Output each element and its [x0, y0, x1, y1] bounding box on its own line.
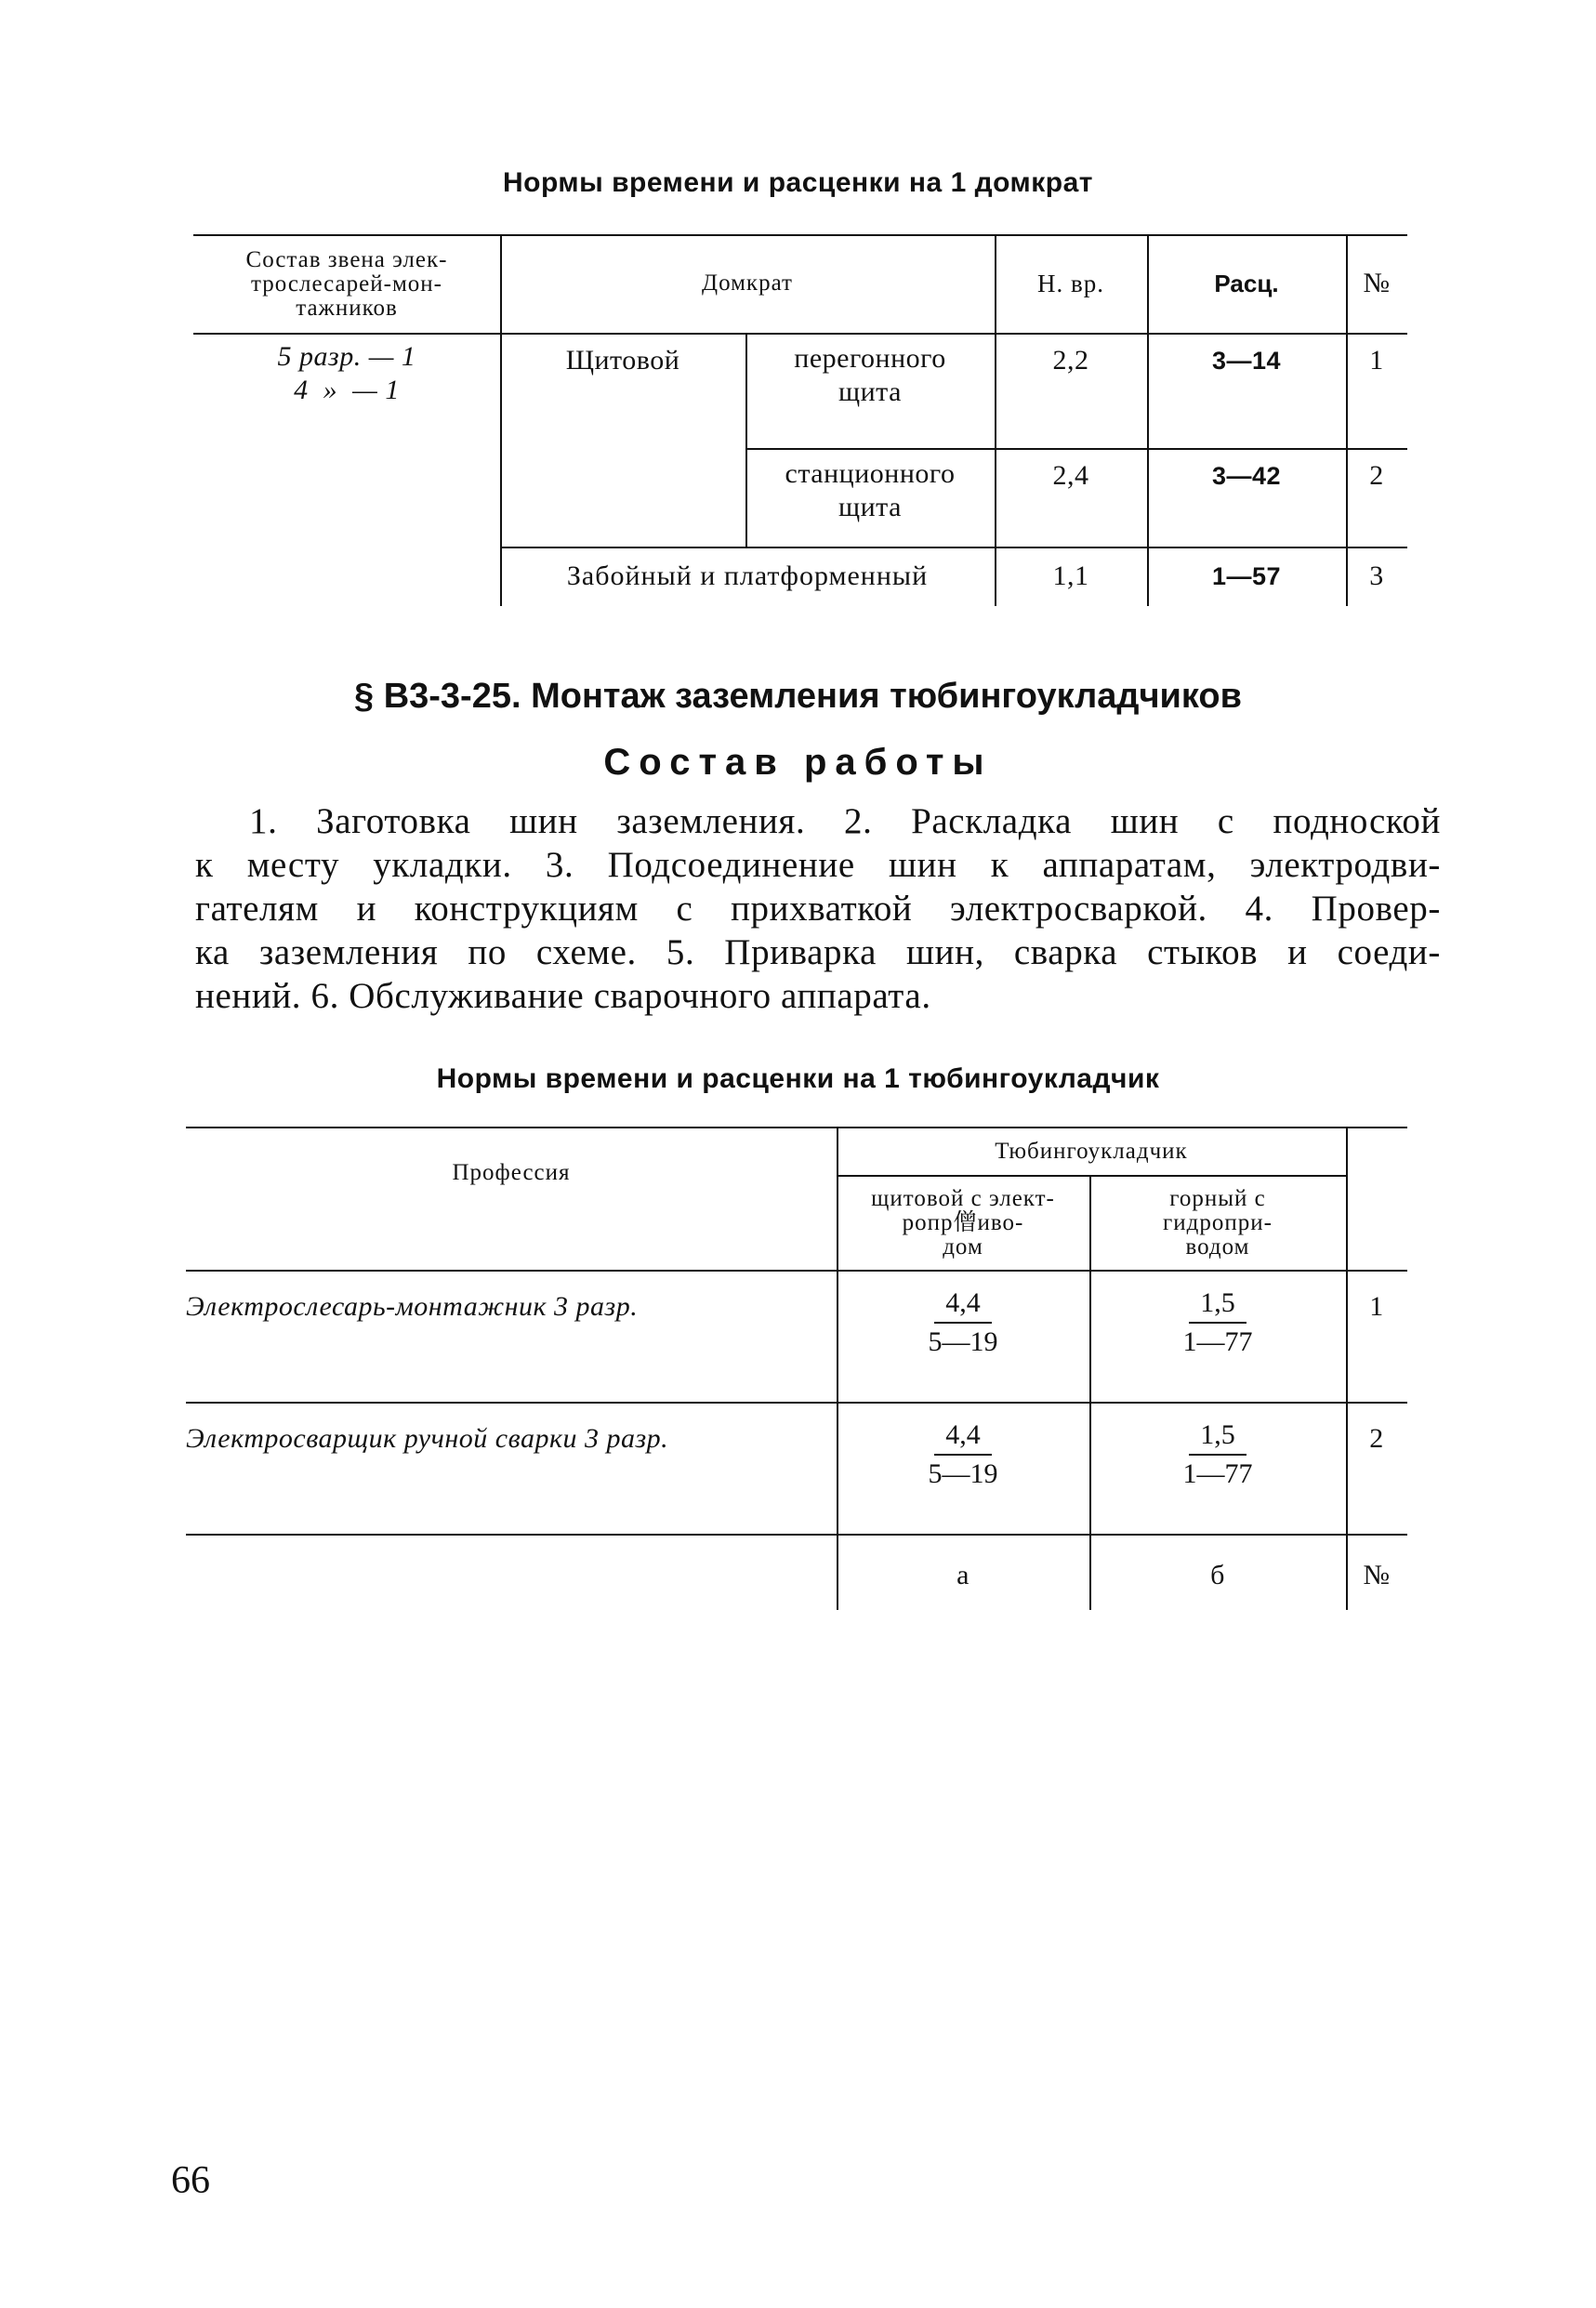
- table2: [186, 1127, 1407, 1610]
- rate-cell: 3—42: [1211, 462, 1282, 490]
- work-composition-paragraph: [195, 799, 1441, 1018]
- rate-cell: 1—57: [1211, 562, 1282, 590]
- norm-rate-cell-b: $\frac{1,5}{1—77}$: [1182, 1287, 1253, 1357]
- table2-caption: Нормы времени и расценки на 1 тюбингоукладчик: [436, 1063, 1160, 1094]
- footer-col-a: а: [956, 1560, 969, 1590]
- paragraph-line: ка заземления по схеме. 5. Приварка шин, сварка стыков и соеди-: [195, 932, 1441, 972]
- header-col-mining-hydraulic: горный с гидропри- водом: [1163, 1186, 1273, 1260]
- rate-cell: 3—14: [1211, 347, 1282, 375]
- norm-rate-cell-a: $\frac{4,4}{5—19}$: [928, 1419, 998, 1489]
- crew-composition: 5 разр. — 1 4 » — 1: [277, 341, 416, 405]
- row-number-cell: 2: [1369, 1423, 1384, 1454]
- row-number-cell: 1: [1369, 1291, 1384, 1322]
- header-tubing-erector: Тюбингоукладчик: [995, 1139, 1188, 1164]
- section-title: § В3-3-25. Монтаж заземления тюбингоукладчиков: [354, 677, 1242, 716]
- norm-rate-cell-a: $\frac{4,4}{5—19}$: [928, 1287, 998, 1357]
- jack-type-cell: перегонного щита: [794, 343, 946, 407]
- header-jack: Домкрат: [702, 270, 793, 296]
- jack-type-cell: Забойный и платформенный: [566, 561, 929, 591]
- time-norm-cell: 1,1: [1052, 561, 1089, 591]
- time-norm-cell: 2,2: [1052, 345, 1089, 376]
- time-norm-cell: 2,4: [1052, 460, 1089, 491]
- jack-type-cell: станционного щита: [785, 458, 956, 522]
- paragraph-line: нений. 6. Обслуживание сварочного аппарата.: [195, 976, 931, 1016]
- norm-rate-cell-b: $\frac{1,5}{1—77}$: [1182, 1419, 1253, 1489]
- paragraph-line: гателям и конструкциям с прихваткой электросваркой. 4. Провер-: [195, 889, 1441, 929]
- paragraph-line: к месту укладки. 3. Подсоединение шин к аппаратам, электродви-: [195, 845, 1441, 885]
- header-col-shield-electric: щитовой с элект- ропр僧иво- дом: [871, 1186, 1055, 1260]
- header-profession: Профессия: [452, 1160, 571, 1185]
- row-number-cell: 3: [1369, 561, 1384, 591]
- header-number: №: [1363, 268, 1391, 298]
- row-number-cell: 1: [1369, 345, 1384, 376]
- section-subtitle: Состав работы: [603, 742, 993, 783]
- footer-number: №: [1363, 1560, 1391, 1590]
- jack-group-shield: Щитовой: [565, 345, 680, 376]
- row-number-cell: 2: [1369, 460, 1384, 491]
- footer-col-b: б: [1210, 1560, 1225, 1590]
- page-number: 66: [171, 2159, 210, 2202]
- table1: [193, 234, 1407, 606]
- header-crew-composition: Состав звена элек- трослесарей-мон- тажников: [245, 247, 448, 321]
- profession-cell: Электрослесарь-монтажник 3 разр.: [186, 1291, 639, 1322]
- table1-caption: Нормы времени и расценки на 1 домкрат: [503, 167, 1093, 198]
- header-time-norm: Н. вр.: [1037, 270, 1104, 297]
- header-rate: Расц.: [1214, 269, 1279, 297]
- profession-cell: Электросварщик ручной сварки 3 разр.: [186, 1423, 669, 1454]
- paragraph-line: 1. Заготовка шин заземления. 2. Раскладка шин с подноской: [249, 801, 1441, 841]
